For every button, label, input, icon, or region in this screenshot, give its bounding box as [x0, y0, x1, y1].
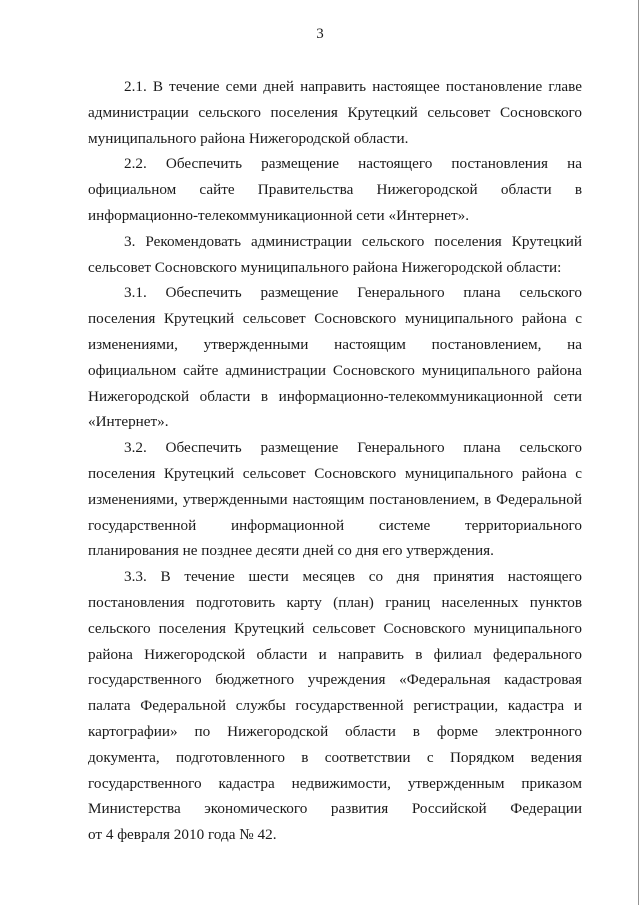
text-line: поселения Крутецкий сельсовет Сосновского муниципального района с	[88, 310, 582, 328]
text-line: изменениями, утвержденными настоящим постановлением, на	[88, 335, 582, 353]
paragraph-p-2-2	[88, 151, 582, 228]
text-line: изменениями, утвержденными настоящим постановлением, в Федеральной	[88, 490, 582, 508]
text-line: документа, подготовленного в соответствии с Порядком ведения	[88, 748, 582, 766]
page-number: 3	[316, 26, 324, 42]
text-line: 3. Рекомендовать администрации сельского поселения Крутецкий	[124, 232, 582, 250]
text-line: 2.1. В течение семи дней направить настоящее постановление главе	[124, 78, 582, 95]
text-line: «Интернет».	[88, 413, 169, 431]
paragraph-p-2-1	[88, 74, 582, 151]
text-line: от 4 февраля 2010 года № 42.	[88, 826, 277, 844]
text-line: Министерства экономического развития Российской Федерации	[88, 800, 582, 818]
paragraph-p-3-3	[88, 564, 582, 848]
text-line: государственного бюджетного учреждения «Федеральная кадастровая	[88, 671, 582, 689]
text-line: 3.2. Обеспечить размещение Генерального плана сельского	[124, 439, 582, 457]
text-line: постановления подготовить карту (план) границ населенных пунктов	[88, 593, 582, 611]
text-line: 2.2. Обеспечить размещение настоящего постановления на	[124, 155, 582, 173]
paragraph-p-3-2	[88, 435, 582, 564]
text-line: сельского поселения Крутецкий сельсовет Сосновского муниципального	[88, 619, 582, 637]
text-line: планирования не позднее десяти дней со дня его утверждения.	[88, 542, 494, 560]
text-line: поселения Крутецкий сельсовет Сосновского муниципального района с	[88, 464, 582, 482]
text-line: государственной информационной системе территориального	[88, 516, 582, 534]
text-line: 3.1. Обеспечить размещение Генерального плана сельского	[124, 284, 582, 302]
text-line: администрации сельского поселения Крутецкий сельсовет Сосновского	[88, 103, 582, 121]
text-line: муниципального района Нижегородской области.	[88, 129, 409, 147]
text-line: палата Федеральной службы государственной регистрации, кадастра и	[88, 697, 582, 715]
text-line: официальном сайте Правительства Нижегородской области в	[88, 181, 582, 199]
scan-edge-line	[638, 0, 639, 905]
text-line: сельсовет Сосновского муниципального района Нижегородской области:	[88, 258, 562, 276]
text-line: картографии» по Нижегородской области в форме электронного	[88, 722, 582, 740]
text-line: Нижегородской области в информационно-телекоммуникационной сети	[88, 387, 582, 405]
text-line: района Нижегородской области и направить в филиал федерального	[88, 645, 582, 663]
paragraph-p-3	[88, 229, 582, 281]
text-line: государственного кадастра недвижимости, утвержденным приказом	[88, 774, 582, 792]
text-line: информационно-телекоммуникационной сети «Интернет».	[88, 206, 470, 224]
text-line: официальном сайте администрации Сосновского муниципального района	[88, 361, 582, 379]
paragraph-p-3-1	[88, 280, 582, 435]
document-body	[88, 74, 582, 848]
text-line: 3.3. В течение шести месяцев со дня принятия настоящего	[124, 568, 582, 586]
